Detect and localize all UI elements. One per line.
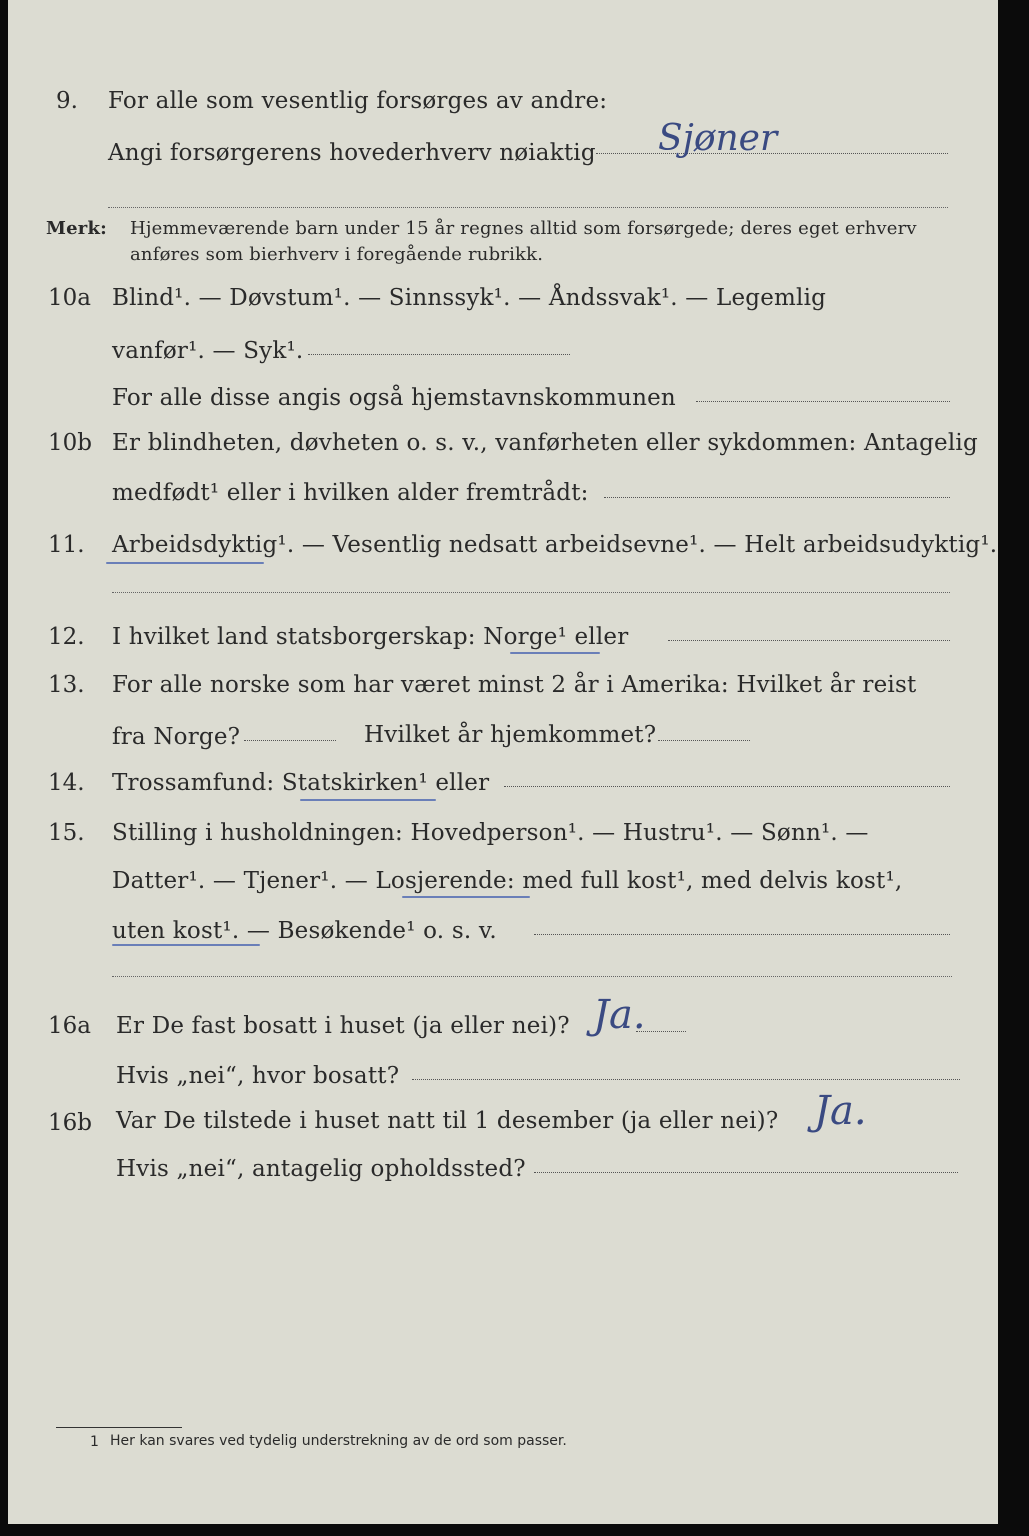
q16b-line1: Var De tilstede i huset natt til 1 desember (ja eller nei)? <box>116 1108 779 1134</box>
q12-underline-norge <box>510 652 600 654</box>
q15-underline-uten-kost <box>112 944 260 946</box>
q15-line3: uten kost¹. — Besøkende¹ o. s. v. <box>112 918 497 944</box>
q10a-line3: For alle disse angis også hjemstavnskommunen <box>112 385 676 411</box>
q9-rule <box>108 207 948 208</box>
q16b-line2: Hvis „nei“, antagelig opholdssted? <box>116 1156 526 1182</box>
q14-underline-statskirken <box>300 799 436 801</box>
q11-underline-arbeidsdyktig <box>106 562 264 564</box>
q16b-residence-line <box>534 1172 958 1173</box>
q16a-number: 16a <box>48 1013 91 1039</box>
merk-line1: Hjemmeværende barn under 15 år regnes alltid som forsørgede; deres eget erhverv <box>130 218 917 239</box>
q9-number: 9. <box>56 88 78 114</box>
q9-handwritten-answer: Sjøner <box>658 118 778 159</box>
q15-line2: Datter¹. — Tjener¹. — Losjerende: med full kost¹, med delvis kost¹, <box>112 868 903 894</box>
q12-line1: I hvilket land statsborgerskap: Norge¹ eller <box>112 624 629 650</box>
q15-line1: Stilling i husholdningen: Hovedperson¹. — Hustru¹. — Sønn¹. — <box>112 820 869 846</box>
q10b-line2: medfødt¹ eller i hvilken alder fremtrådt: <box>112 480 589 506</box>
footnote-rule <box>56 1427 182 1428</box>
q16b-handwritten-answer: Ja. <box>814 1088 867 1134</box>
q13-line2b: Hvilket år hjemkommet? <box>364 722 657 748</box>
q16a-line1: Er De fast bosatt i huset (ja eller nei)? <box>116 1013 570 1039</box>
q9-line1: For alle som vesentlig forsørges av andre: <box>108 88 608 114</box>
q10a-line2: vanfør¹. — Syk¹. <box>112 338 304 364</box>
q10a-number: 10a <box>48 285 91 311</box>
q9-line2: Angi forsørgerens hovederhverv nøiaktig <box>108 140 596 166</box>
merk-label: Merk: <box>46 218 107 239</box>
q14-number: 14. <box>48 770 85 796</box>
q14-answer-line <box>504 786 950 787</box>
q15-rule <box>112 976 952 977</box>
q10a-home-line <box>696 401 950 402</box>
q16a-line2: Hvis „nei“, hvor bosatt? <box>116 1063 400 1089</box>
q11-rule <box>112 592 950 593</box>
census-form-page <box>8 0 998 1524</box>
q10a-answer-line <box>308 354 570 355</box>
q12-answer-line <box>668 640 950 641</box>
q13-return-line <box>658 740 750 741</box>
footnote-text: Her kan svares ved tydelig understrekning av de ord som passer. <box>110 1433 567 1449</box>
q16a-handwritten-answer: Ja. <box>593 992 646 1038</box>
q11-line1: Arbeidsdyktig¹. — Vesentlig nedsatt arbeidsevne¹. — Helt arbeidsudyktig¹. <box>112 532 998 558</box>
q13-number: 13. <box>48 672 85 698</box>
q13-line1: For alle norske som har været minst 2 år i Amerika: Hvilket år reist <box>112 672 917 698</box>
q14-line1: Trossamfund: Statskirken¹ eller <box>112 770 490 796</box>
q12-number: 12. <box>48 624 85 650</box>
q15-answer-line <box>534 934 950 935</box>
q10b-number: 10b <box>48 430 92 456</box>
merk-line2: anføres som bierhverv i foregående rubrikk. <box>130 244 544 265</box>
q13-line2a: fra Norge? <box>112 724 241 750</box>
q15-underline-losjerende <box>402 896 530 898</box>
q10b-line1: Er blindheten, døvheten o. s. v., vanførheten eller sykdommen: Antagelig <box>112 430 978 456</box>
q16b-number: 16b <box>48 1110 92 1136</box>
q16a-residence-line <box>412 1079 960 1080</box>
q10b-answer-line <box>604 497 950 498</box>
q11-number: 11. <box>48 532 85 558</box>
scan-edge <box>998 0 1029 1536</box>
q10a-line1: Blind¹. — Døvstum¹. — Sinnssyk¹. — Åndssvak¹. — Legemlig <box>112 285 827 311</box>
q15-number: 15. <box>48 820 85 846</box>
footnote-mark: 1 <box>90 1434 99 1450</box>
q13-departure-line <box>244 740 336 741</box>
